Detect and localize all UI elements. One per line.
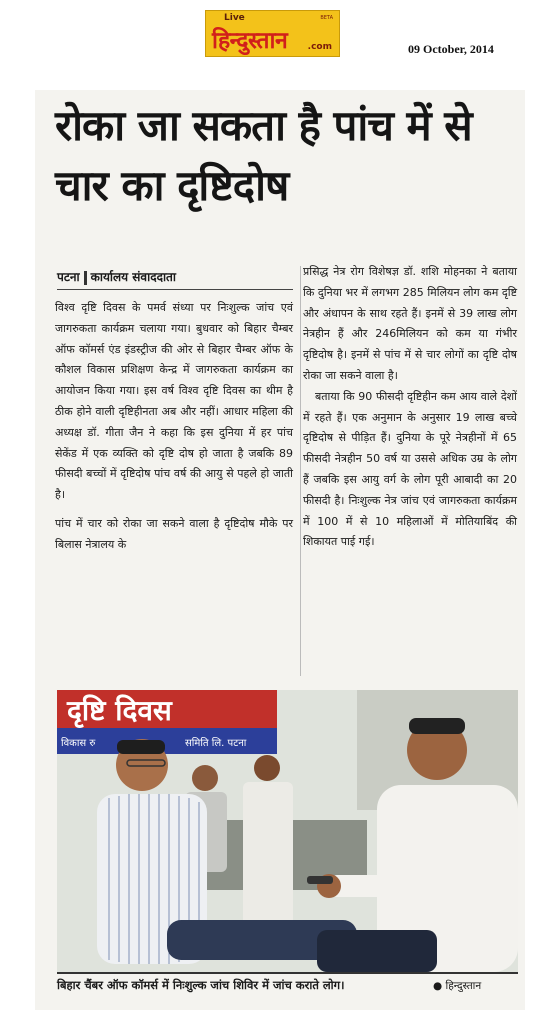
article-column-right xyxy=(303,262,517,553)
logo-name: हिन्दुस्तान xyxy=(212,28,288,54)
photo-illustration xyxy=(57,690,518,972)
article-paragraph: बताया कि 90 फीसदी दृष्टिहीन कम आय वाले देशों में रहते हैं। एक अनुमान के अनुसार 19 लाख बच्चे दृष्टिदोष से पीड़ित हैं। दुनिया के पूरे नेत्रहीनों में 65 फीसदी नेत्रहीन 50 वर्ष या उससे अधिक उम्र के लोग हैं जबकि इस आयु वर्ग के लोग पूरी आबादी का 20 फीसदी है। निःशुल्क नेत्र जांच एवं जागरुकता कार्यक्रम में 100 में से 10 महिलाओं में मोतियाबिंद की शिकायत पाई गई। xyxy=(303,389,517,549)
caption-rule xyxy=(57,972,518,974)
banner-subtext-2: समिति लि. पटना xyxy=(185,738,247,749)
byline-separator xyxy=(84,271,87,285)
banner-subtext: विकास रु xyxy=(61,738,96,749)
logo-live-text: Live xyxy=(224,13,245,23)
handheld-device xyxy=(307,876,333,884)
byline-rule xyxy=(57,289,293,290)
article-paragraph: पांच में चार को रोका जा सकने वाला है दृष्टिदोष मौके पर बिलास नेत्रालय के xyxy=(55,516,293,551)
person-bg-1-head xyxy=(192,765,218,791)
column-divider xyxy=(300,266,301,676)
byline xyxy=(57,268,176,285)
logo-dotcom: .com xyxy=(307,42,332,52)
article-headline: रोका जा सकता है पांच में से चार का दृष्टिदोष xyxy=(55,101,472,210)
photo-credit: ● हिन्दुस्तान xyxy=(433,980,482,992)
byline-author: कार्यालय संवाददाता xyxy=(90,270,176,284)
byline-place: पटना xyxy=(57,270,80,284)
person-left-hair xyxy=(117,740,165,754)
newspaper-logo xyxy=(205,10,340,57)
person-bg-2-head xyxy=(254,755,280,781)
article-column-left xyxy=(55,298,293,556)
person-bg-2-body xyxy=(243,782,293,932)
photo-caption: बिहार चैंबर ऑफ कॉमर्स में निःशुल्क जांच शिविर में जांच कराते लोग। xyxy=(57,978,345,992)
article-paragraph: विश्व दृष्टि दिवस के पमर्व संध्या पर निःशुल्क जांच एवं जागरुकता कार्यक्रम चलाया गया। बुधवार को बिहार चैम्बर ऑफ कॉमर्स एंड इंडस्ट्रीज की ओर से बिहार चैम्बर ऑफ के कौशल विकास प्रशिक्षण केन्द्र में जागरुकता कार्यक्रम का आयोजन किया गया। इस वर्ष विश्व दृष्टि दिवस का थीम है ठीक होने वाली दृष्टिहीनता अब और नहीं। आधार महिला की अध्यक्ष डॉ. गीता जैन ने कहा कि इस दुनिया में हर पांच सेकेंड में एक व्यक्ति को दृष्टि दोष हो जाता है जबकि 89 फीसदी बच्चों में दृष्टिदोष पांच वर्ष की आयु से पहले हो जाती है। xyxy=(55,301,293,502)
banner-title: दृष्टि दिवस xyxy=(67,694,172,727)
news-photo xyxy=(57,690,518,972)
news-clipping xyxy=(35,90,525,1010)
publication-date: 09 October, 2014 xyxy=(408,42,494,56)
person-right-trousers xyxy=(317,930,437,972)
person-right-hair xyxy=(409,718,465,734)
article-paragraph: प्रसिद्ध नेत्र रोग विशेषज्ञ डॉ. शशि मोहनका ने बताया कि दुनिया भर में लगभग 285 मिलियन लोग कम दृष्टि और अंधापन के साथ रहते हैं। इनमें से 39 लाख लोग नेत्रहीन हैं और 246मिलियन को कम या गंभीर दृष्टिदोष है। इनमें से पांच में से चार लोगों का दृष्टि दोष रोका जा सकने वाला है। xyxy=(303,265,517,382)
logo-beta-text: BETA xyxy=(320,15,333,21)
